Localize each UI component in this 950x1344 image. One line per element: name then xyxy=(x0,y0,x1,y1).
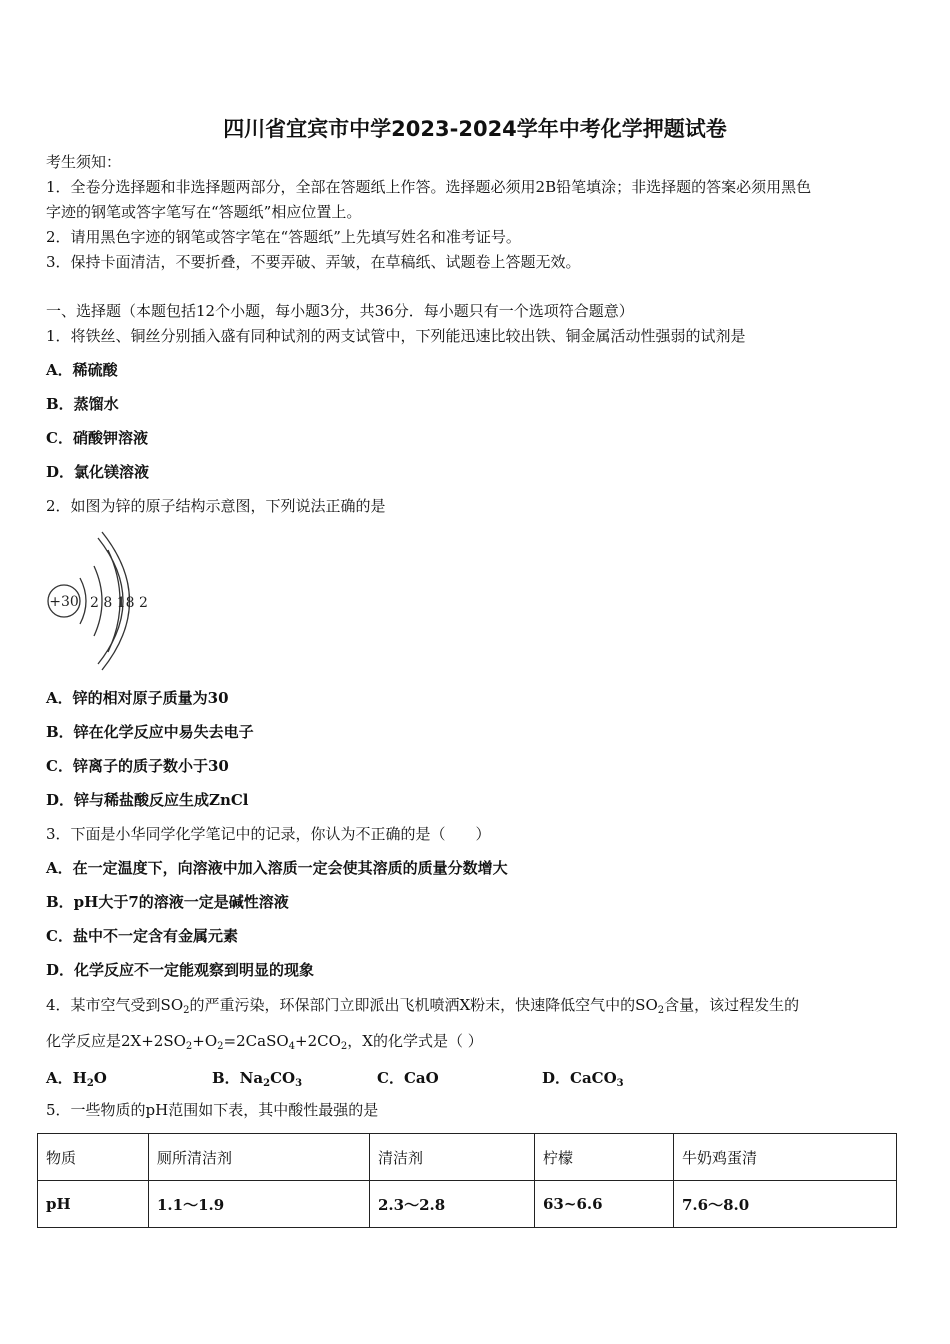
page-title: 四川省宜宾市中学2023-2024学年中考化学押题试卷 xyxy=(223,117,727,141)
q1-option-a: A．稀硫酸 xyxy=(46,361,118,379)
q2-option-c: C．锌离子的质子数小于30 xyxy=(46,757,229,775)
notice-heading: 考生须知： xyxy=(46,153,122,171)
section-heading: 一、选择题（本题包括12个小题，每小题3分，共36分．每小题只有一个选项符合题意） xyxy=(46,302,634,320)
q3-option-d: D．化学反应不一定能观察到明显的现象 xyxy=(46,961,315,979)
q2-option-a: A．锌的相对原子质量为30 xyxy=(46,689,229,707)
q1-option-c: C．硝酸钾溶液 xyxy=(46,429,148,447)
q3-option-b: B．pH大于7的溶液一定是碱性溶液 xyxy=(46,893,289,911)
q3-stem: 3．下面是小华同学化学笔记中的记录，你认为不正确的是（ ） xyxy=(46,825,491,843)
table-cell: 厕所清洁剂 xyxy=(149,1134,370,1181)
table-cell: 物质 xyxy=(38,1134,149,1181)
table-cell: 清洁剂 xyxy=(370,1134,535,1181)
q1-stem: 1．将铁丝、铜丝分别插入盛有同种试剂的两支试管中，下列能迅速比较出铁、铜金属活动性强弱的试剂是 xyxy=(46,327,746,345)
q1-option-d: D．氯化镁溶液 xyxy=(46,463,150,481)
zinc-atom-diagram xyxy=(42,528,162,674)
q4-option-c: C．CaO xyxy=(377,1069,439,1087)
q4-option-d: D．CaCO$_3$ xyxy=(542,1069,624,1089)
q4-stem-line2: 化学反应是$2X+2SO_2+O_2=2CaSO_4+2CO_2$，X的化学式是（ ） xyxy=(46,1032,483,1052)
nucleus-label: +30 xyxy=(49,594,79,610)
table-cell: 牛奶鸡蛋清 xyxy=(674,1134,897,1181)
q4-option-a: A．$H_2O$ xyxy=(46,1069,107,1089)
q5-stem: 5．一些物质的pH范围如下表，其中酸性最强的是 xyxy=(46,1101,379,1119)
q1-option-b: B．蒸馏水 xyxy=(46,395,119,413)
table-cell: 63~6.6 xyxy=(535,1181,674,1228)
table-cell: pH xyxy=(38,1181,149,1228)
q2-option-b: B．锌在化学反应中易失去电子 xyxy=(46,723,254,741)
table-header-row xyxy=(38,1134,897,1181)
q2-option-d: D．锌与稀盐酸反应生成ZnCl xyxy=(46,791,249,809)
notice-item-2: 2．请用黑色字迹的钢笔或答字笔在“答题纸”上先填写姓名和准考证号。 xyxy=(46,228,521,246)
notice-item-1a: 1．全卷分选择题和非选择题两部分，全部在答题纸上作答。选择题必须用2B铅笔填涂；非选择题的答案必须用黑色 xyxy=(46,178,812,196)
table-cell: 2.3～2.8 xyxy=(370,1181,535,1228)
table-cell: 柠檬 xyxy=(535,1134,674,1181)
table-cell: 7.6～8.0 xyxy=(674,1181,897,1228)
table-row xyxy=(38,1181,897,1228)
q4-option-b: B．$Na_2CO_3$ xyxy=(212,1069,303,1089)
q4-stem-line1: 4．某市空气受到$SO_2$的严重污染，环保部门立即派出飞机喷洒X粉末，快速降低空气中的$SO_2$含量，该过程发生的 xyxy=(46,996,800,1016)
notice-item-1b: 字迹的钢笔或答字笔写在“答题纸”相应位置上。 xyxy=(46,203,362,221)
q3-option-a: A．在一定温度下，向溶液中加入溶质一定会使其溶质的质量分数增大 xyxy=(46,859,508,877)
table-cell: 1.1～1.9 xyxy=(149,1181,370,1228)
q2-stem: 2．如图为锌的原子结构示意图，下列说法正确的是 xyxy=(46,497,386,515)
notice-item-3: 3．保持卡面清洁，不要折叠，不要弄破、弄皱，在草稿纸、试题卷上答题无效。 xyxy=(46,253,581,271)
q3-option-c: C．盐中不一定含有金属元素 xyxy=(46,927,238,945)
shell-electrons: 2 8 18 2 xyxy=(90,595,148,611)
ph-table xyxy=(37,1133,897,1228)
